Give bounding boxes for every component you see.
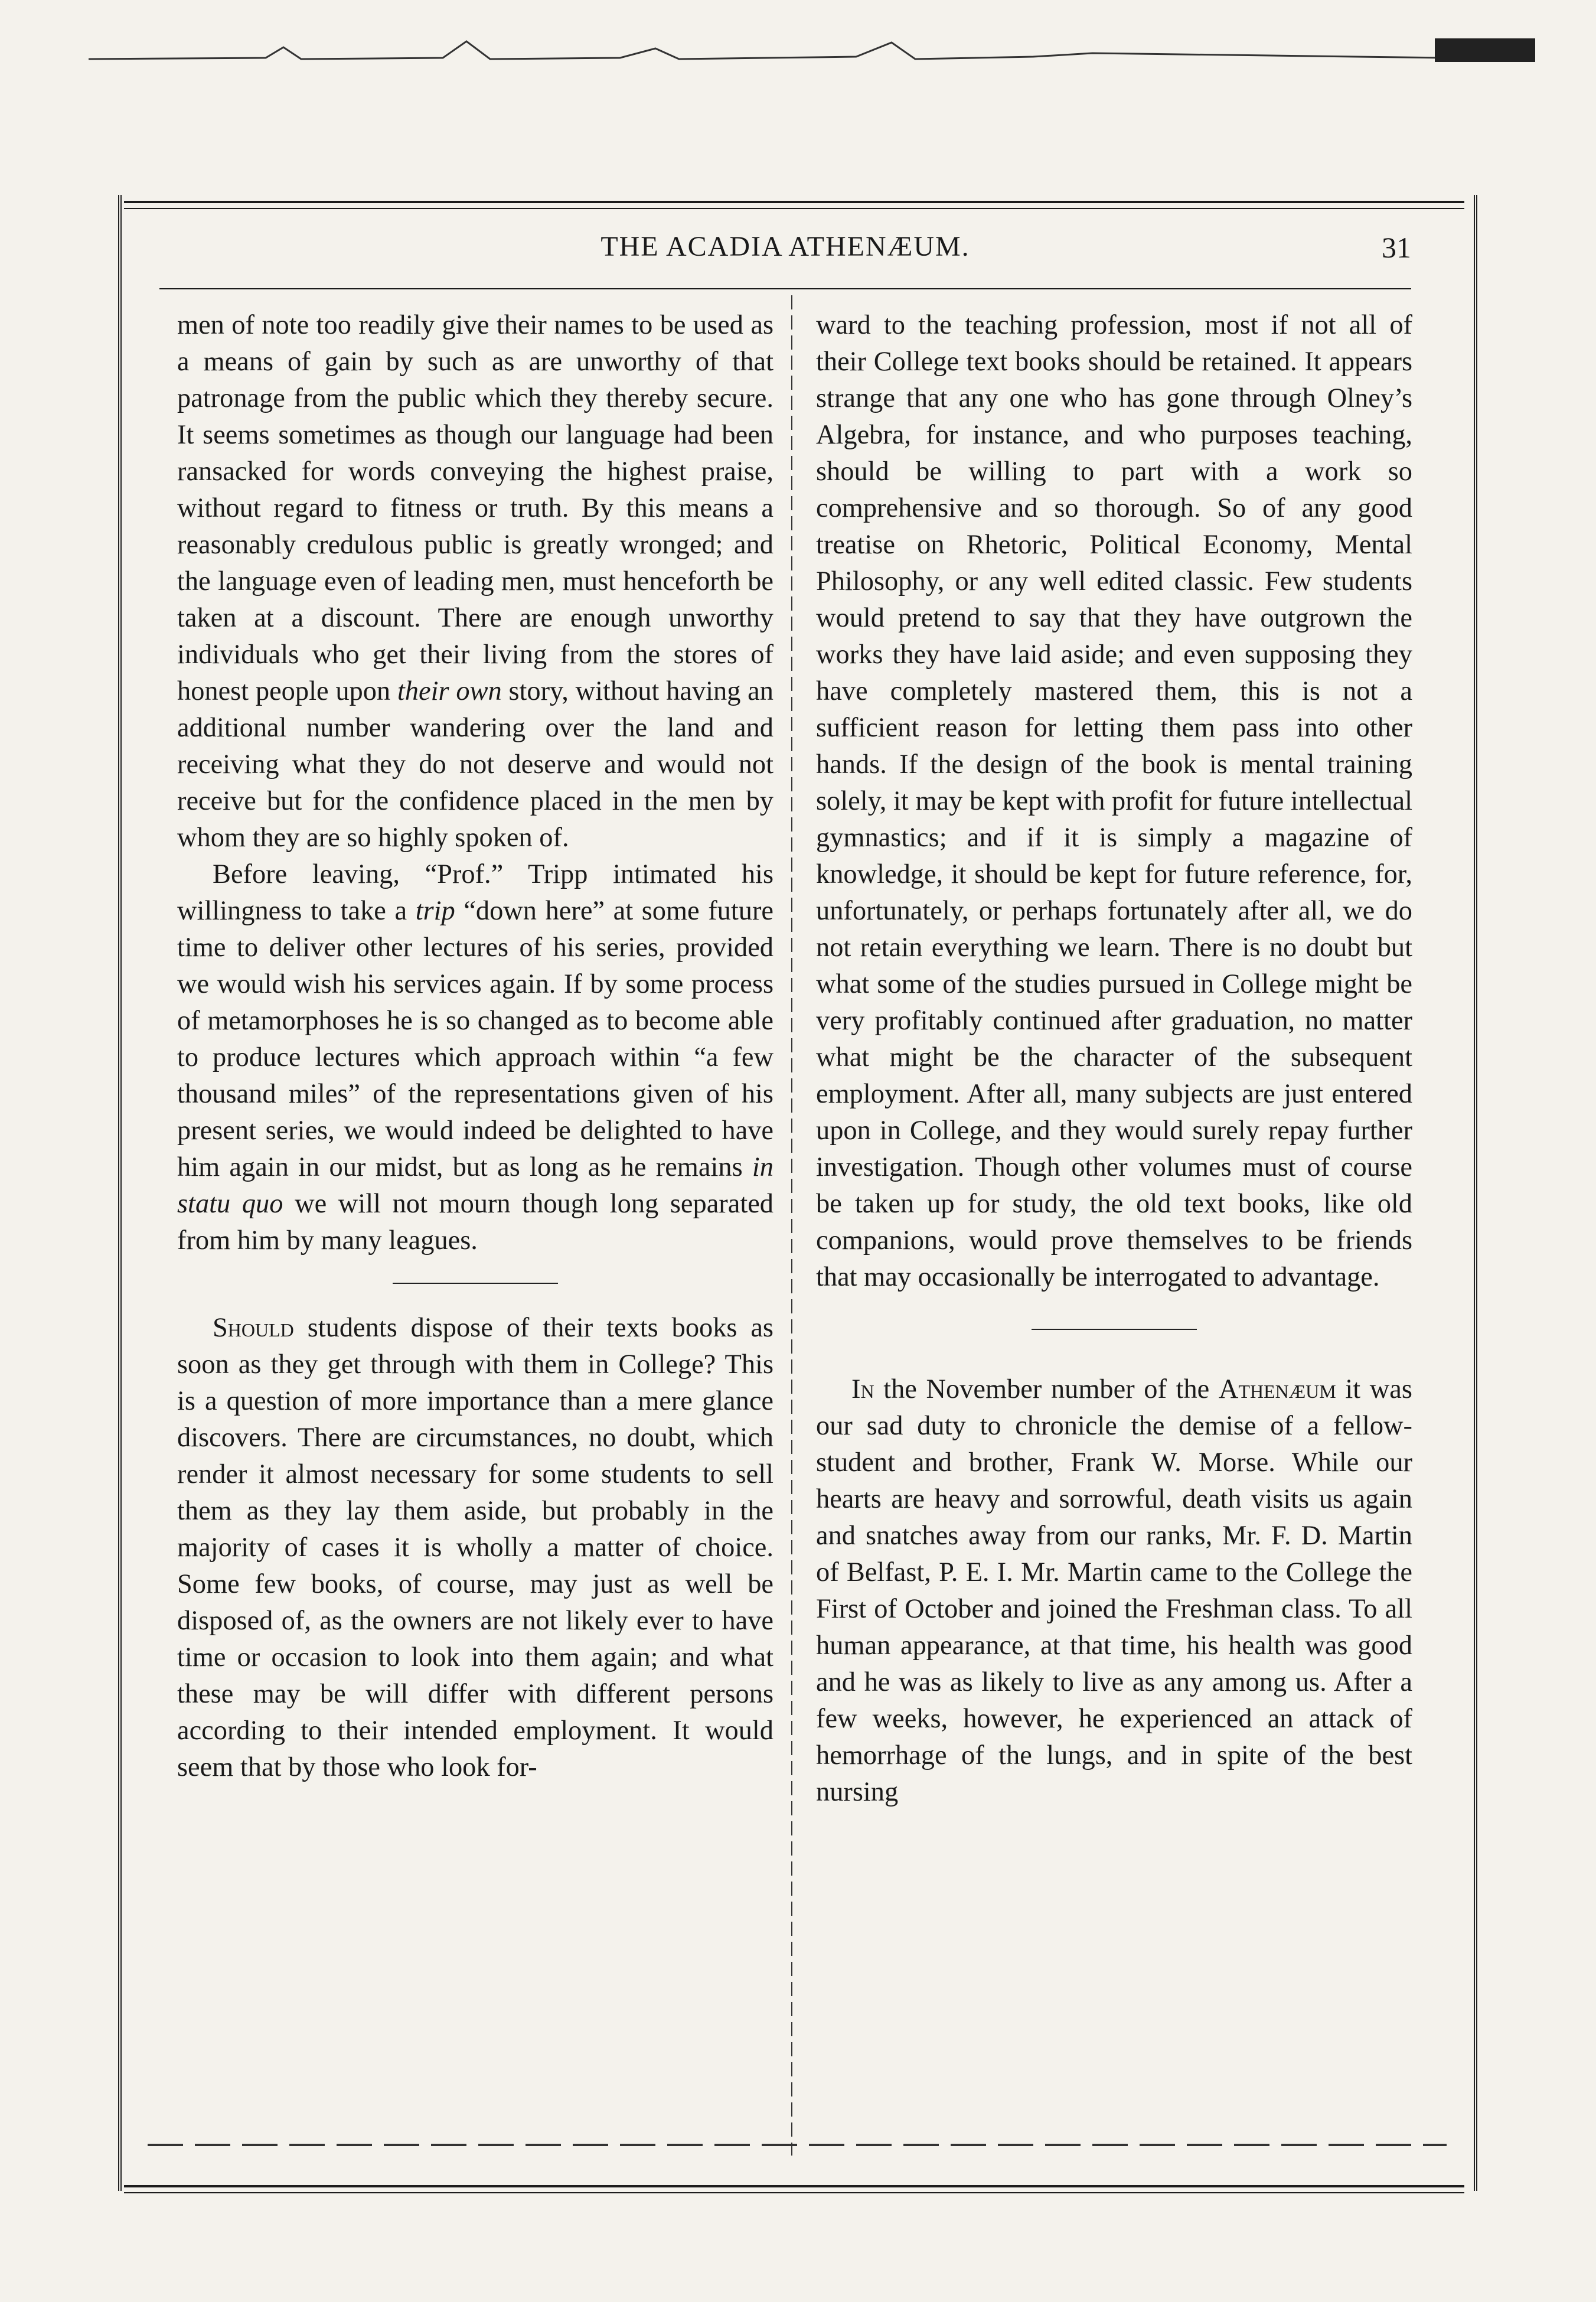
column-divider <box>791 295 792 2156</box>
header-rule <box>159 288 1411 289</box>
page-header <box>159 230 1411 278</box>
bottom-rule-inner <box>124 2192 1464 2193</box>
bottom-rule-dashed <box>148 2144 1447 2146</box>
running-head: THE ACADIA ATHENÆUM. <box>600 231 970 262</box>
right-column <box>816 307 1412 1811</box>
top-rule-inner <box>124 208 1464 209</box>
page-number: 31 <box>1382 231 1411 264</box>
paragraph: Should students dispose of their texts books as soon as they get through with them in College? This is a question of more importance than a mere glance discovers. There are circumstances, no doubt, which render it almost necessary for some students to sell them as they lay them aside, but probably in the majority of cases it is wholly a matter of choice. Some few books, of course, may just as well be disposed of, as the owners are not likely ever to have time or occasion to look into them again; and what these may be will differ with different persons according to their intended employment. It would seem that by those who look for- <box>177 1313 773 1782</box>
paragraph: ward to the teaching profession, most if not all of their College text books should be retained. It appears strange that any one who has gone through Olney’s Algebra, for instance, and who purposes teaching, should be willing to part with a work so comprehensive and so thorough. So of any good treatise on Rhetoric, Political Economy, Mental Philosophy, or any well edited classic. Few students would pretend to say that they have outgrown the works they have laid aside; and even supposing they have completely mastered them, this is not a sufficient reason for letting them pass into other hands. If the design of the book is mental training solely, it may be kept with profit for future intellectual gymnastics; and if it is simply a magazine of knowledge, it should be kept for future reference, for, unfortunately, or perhaps fortunately after all, we do not retain everything we learn. There is no doubt but what some of the studies pursued in College might be very profitably continued after graduation, no matter what might be the character of the subsequent employment. After all, many subjects are just entered upon in College, and they would surely repay further investigation. Though other volumes must of course be taken up for study, the old text books, like old companions, would prove themselves to be friends that may occasionally be interrogated to advantage. <box>816 310 1412 1292</box>
bottom-rule <box>124 2185 1464 2187</box>
top-rule <box>124 201 1464 203</box>
paragraph: In the November number of the Athenæum it was our sad duty to chronicle the demise of a fellow-student and brother, Frank W. Morse. While our hearts are heavy and sorrowful, death visits us again and snatches away from our ranks, Mr. F. D. Martin of Belfast, P. E. I. Mr. Martin came to the College the First of October and joined the Freshman class. To all human appearance, at that time, his health was good and he was as likely to live as any among us. After a few weeks, however, he experienced an attack of hemorrhage of the lungs, and in spite of the best nursing <box>816 1374 1412 1807</box>
paragraph: men of note too readily give their names to be used as a means of gain by such as are unworthy of that patronage from the public which they thereby secure. It seems sometimes as though our language had been ransacked for words conveying the highest praise, without regard to fitness or truth. By this means a reasonably credulous public is greatly wronged; and the language even of leading men, must henceforth be taken at a discount. There are enough unworthy individuals who get their living from the stores of honest people upon their own story, without having an additional number wandering over the land and receiving what they do not deserve and would not receive but for the confidence placed in the men by whom they are so highly spoken of. <box>177 310 773 853</box>
section-separator <box>1032 1329 1197 1330</box>
left-column <box>177 307 773 1786</box>
scan-artifact-strip <box>89 35 1535 65</box>
paragraph: Before leaving, “Prof.” Tripp intimated his willingness to take a trip “down here” at some future time to deliver other lectures of his series, provided we would wish his services again. If by some process of metamorphoses he is so changed as to become able to produce lectures which approach within “a few thousand miles” of the representations given of his present series, we would indeed be delighted to have him again in our midst, but as long as he remains in statu quo we will not mourn though long separated from him by many leagues. <box>177 859 773 1256</box>
section-separator <box>393 1283 558 1284</box>
